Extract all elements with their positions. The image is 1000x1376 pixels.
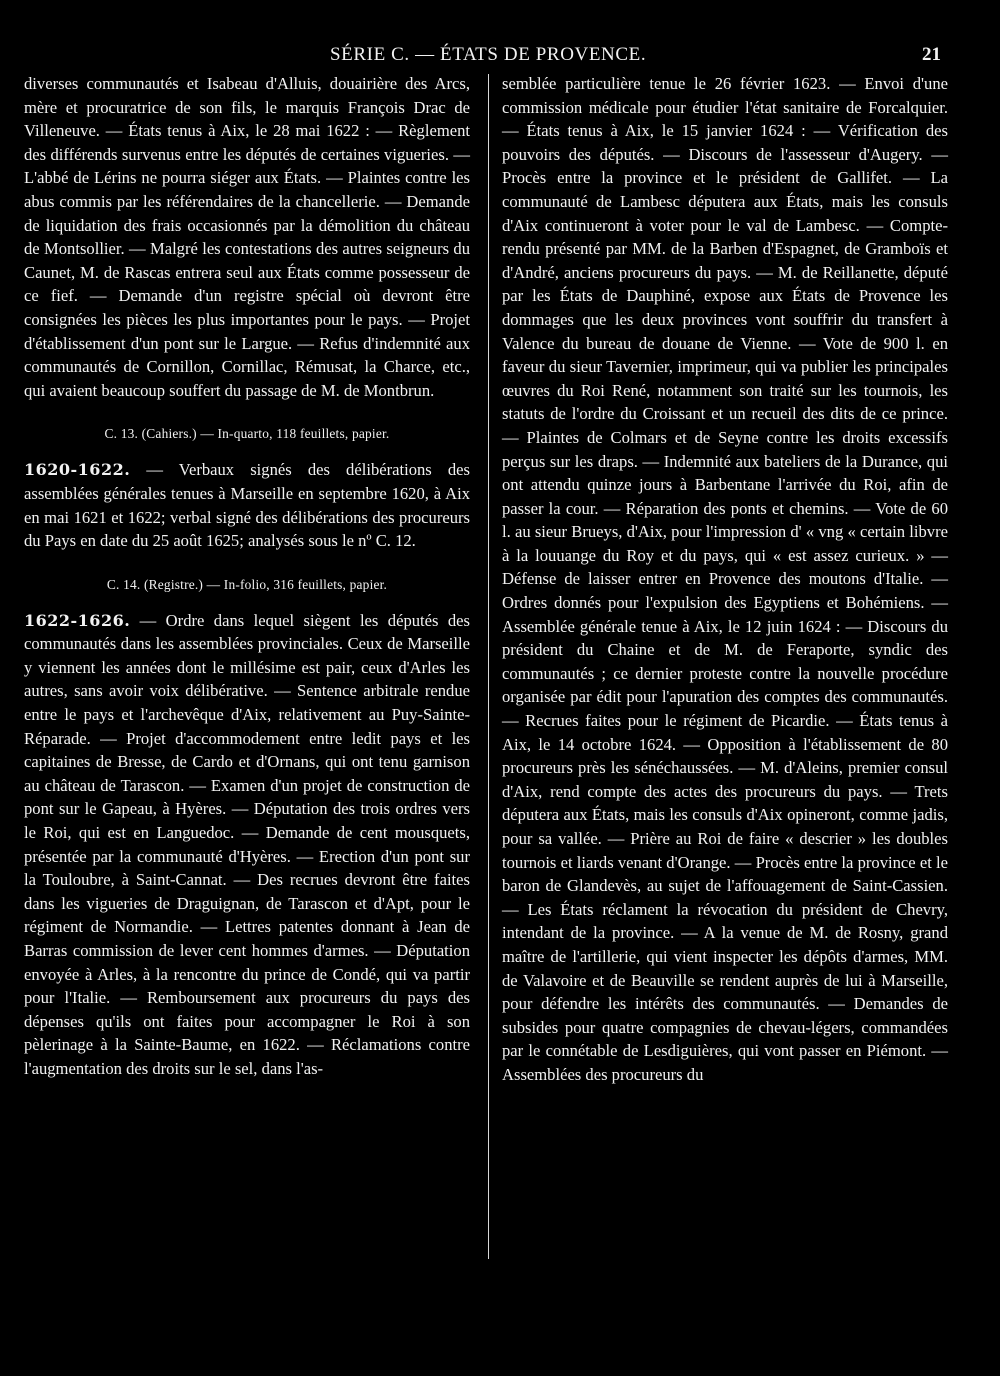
entry-c13-dates: 1620-1622. <box>24 460 131 480</box>
column-divider <box>488 74 489 1259</box>
entry-c13 <box>24 458 470 552</box>
entry-c14 <box>24 609 470 1081</box>
page-number: 21 <box>922 44 941 65</box>
archive-reference-c14: C. 14. (Registre.) — In-folio, 316 feuillets, papier. <box>106 576 388 592</box>
entry-c14-text: — Ordre dans lequel siègent les députés des communautés dans les assemblées provinciales. Ceux de Marseille y viennent les années dont le millésime est pair, ceux d'Arles les autres, sans avoir voix délibérative. — Sentence arbitrale rendue entre le pays et l'archevêque d'Aix, relativement au Puy-Sainte-Réparade. — Projet d'accommodement entre ledit pays et les capitaines de Bresse, de Cardo et d'Ornans, qui ont tenu garnison au château de Tarascon. — Examen d'un projet de construction de pont sur le Gapeau, à Hyères. — Députation des trois ordres vers le Roi, qui est en Languedoc. — Demande de cent mousquets, présentée par la communauté d'Hyères. — Erection d'un pont sur la Touloubre, à Saint-Cannat. — Des recrues devront être faites dans les vigueries de Draguignan, de Tarascon et d'Apt, pour le régiment de Normandie. — Lettres patentes donnant à Jean de Barras commission de lever cent hommes d'armes. — Députation envoyée à Arles, à la rencontre du prince de Condé, qui va partir pour l'Italie. — Remboursement aux procureurs du pays des dépenses qu'ils ont faites pour accompagner le Roi à son pèlerinage à la Sainte-Baume, en 1622. — Réclamations contre l'augmentation des droits sur le sel, dans l'as- <box>24 610 470 1078</box>
page-header <box>0 44 1000 72</box>
entry-c14-dates: 1622-1626. <box>24 610 131 630</box>
archive-reference-c13: C. 13. (Cahiers.) — In-quarto, 118 feuillets, papier. <box>104 426 390 442</box>
entry-c13-text: — Verbaux signés des délibérations des assemblées générales tenues à Marseille en septembre 1620, à Aix en mai 1621 et 1622; verbal signé des délibérations des procureurs du Pays en date du 25 août 1625; analysés sous le nº C. 12. <box>24 460 470 551</box>
running-title: SÉRIE C. — ÉTATS DE PROVENCE. <box>330 44 647 65</box>
right-paragraph-continued: semblée particulière tenue le 26 février 1623. — Envoi d'une commission médicale pour étudier l'état sanitaire de Forcalquier. — États tenus à Aix, le 15 janvier 1624 : — Vérification des pouvoirs des députés. — Discours de l'assesseur d'Augery. — Procès entre la province et le président de Gallifet. — La communauté de Lambesc députera aux États, mais les consuls d'Aix continueront à voter pour le val de Lambesc. — Compte-rendu présenté par MM. de la Barben d'Espagnet, de Gramboïs et d'André, anciens procureurs du pays. — M. de Reillanette, député par les États de Dauphiné, expose aux États de Provence les dommages que les deux provinces vont souffrir du transfert à Valence du bureau de douane de Vienne. — Vote de 900 l. en faveur du sieur Tavernier, imprimeur, qui va publier les principales œuvres du Roi René, notamment son traité sur les tournois, les statuts de l'ordre du Croissant et un recueil des dits de ce prince. — Plaintes de Colmars et de Seyne contre les droits excessifs perçus sur les draps. — Indemnité aux bateliers de la Durance, qui ont attendu quinze jours à Barbentane l'arrivée du Roi, afin de passer la cour. — Réparation des ponts et chemins. — Vote de 60 l. au sieur Brueys, d'Aix, pour l'impression d' « vng « certain libvre à la louuange du Roy et du pays, qui « est assez curieux. » — Défense de laisser entrer en Provence des moutons d'Italie. — Ordres donnés pour l'expulsion des Egyptiens et Bohémiens. — Assemblée générale tenue à Aix, le 12 juin 1624 : — Discours du président du Chaine et de M. de Feraporte, syndic des communautés ; ce dernier proteste contre la nouvelle procédure organisée par édit pour l'apuration des comptes des communautés. — Recrues faites pour le régiment de Picardie. — États tenus à Aix, le 14 octobre 1624. — Opposition à l'établissement de 80 procureurs près les sénéchaussées. — M. d'Aleins, premier consul d'Aix, rend compte des actes des procureurs du pays. — Trets députera aux États, mais les consuls d'Aix opineront, comme jadis, pour sa vallée. — Prière au Roi de faire « descrier » les doubles tournois et liards venant d'Orange. — Procès entre la province et le baron de Glandevès, au sujet de l'affouagement de Saint-Cassien. — Les États réclament la révocation du président de Chevry, intendant de la province. — A la venue de M. de Rosny, grand maître de l'artillerie, qui vient inspecter les dépôts d'armes, MM. de Valavoire et de Beauville se rendent auprès de lui à Marseille, pour défendre les intérêts des communautés. — Demandes de subsides pour quatre compagnies de chevau-légers, commandées par le connétable de Lesdiguières, qui vont passer en Piémont. — Assemblées des procureurs du <box>502 74 948 1084</box>
left-column <box>24 72 470 1081</box>
right-column <box>502 72 948 1087</box>
left-paragraph-continued: diverses communautés et Isabeau d'Alluis, douairière des Arcs, mère et procuratrice de son fils, le marquis François Drac de Villeneuve. — États tenus à Aix, le 28 mai 1622 : — Règlement des différends survenus entre les députés de certaines vigueries. — L'abbé de Lérins ne pourra siéger aux États. — Plaintes contre les abus commis par les référendaires de la chancellerie. — Demande de liquidation des frais occasionnés par la démolition du château de Montsollier. — Malgré les contestations des autres seigneurs du Caunet, M. de Rascas entrera seul aux États comme possesseur de ce fief. — Demande d'un registre spécial où devront être consignées les pièces les plus importantes pour le pays. — Projet d'établissement d'un pont sur le Largue. — Refus d'indemnité aux communautés de Cornillon, Cornillac, Rémusat, la Charce, etc., qui avaient beaucoup souffert du passage de M. de Montbrun. <box>24 74 470 400</box>
